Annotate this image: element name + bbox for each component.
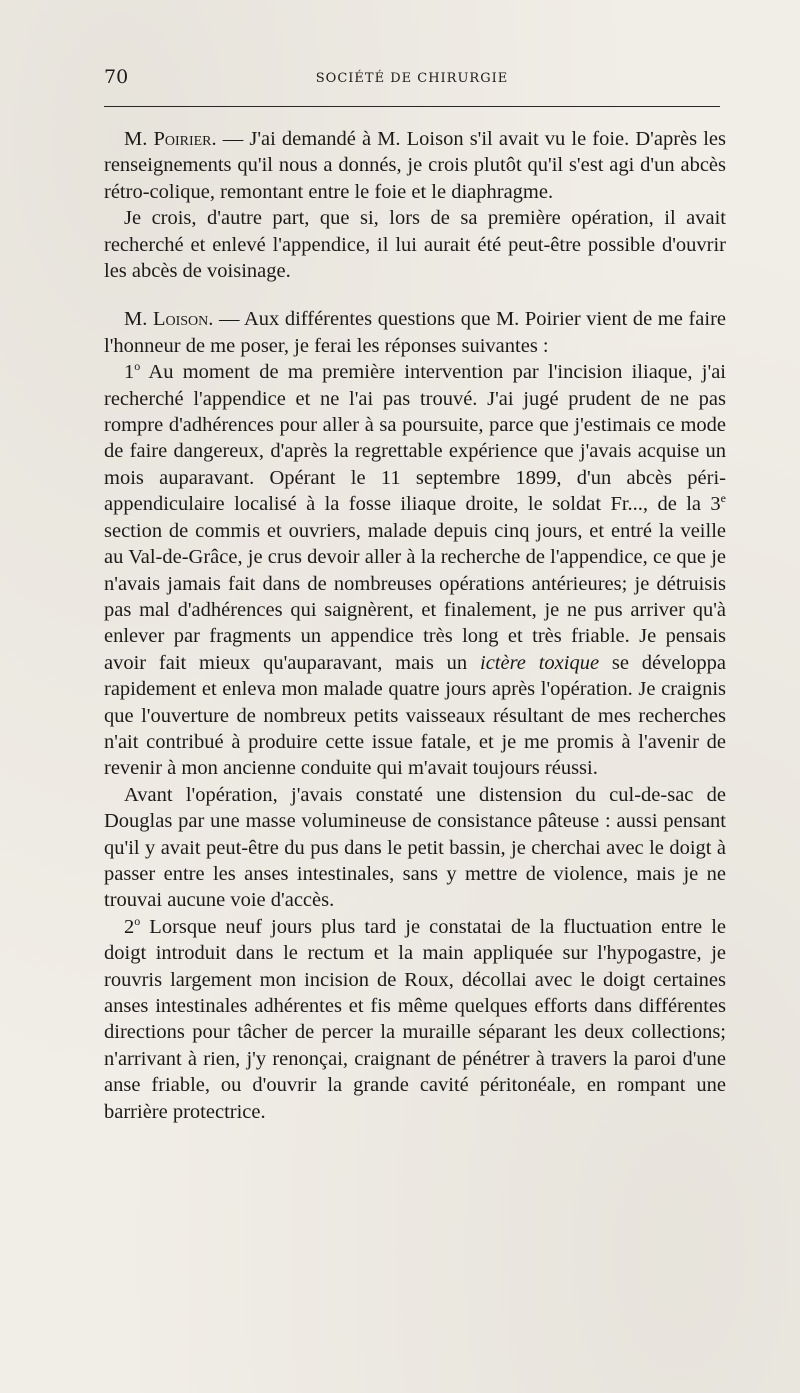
paragraph-poirier xyxy=(104,126,726,205)
paragraph-douglas xyxy=(104,782,726,914)
paragraph-text: Avant l'opération, j'avais constaté une distension du cul-de-sac de Douglas par une masse volumineuse de consistance pâteuse : aussi pensant qu'il y avait peut-être du pus dans le petit bassin, je cherchai avec le doigt à passer entre les anses intestinales, sans y mettre de violence, mais je ne trouvai aucune voie d'accès. xyxy=(104,783,726,912)
body-text xyxy=(104,126,726,1125)
paragraph-text-a: Au moment de ma première intervention par l'incision iliaque, j'ai recherché l'appendice et ne l'ai pas trouvé. J'ai jugé prudent de ne pas rompre d'adhérences pour aller à sa poursuite, parce que j'estimais ce mode de faire dangereux, d'après la regrettable expérience que j'avais acquise un mois auparavant. Opérant le 11 septembre 1899, d'un abcès péri-appendiculaire localisé à la fosse iliaque droite, le soldat Fr..., de la 3 xyxy=(104,361,726,516)
ordinal-superscript: o xyxy=(134,359,141,374)
paragraph-text: Je crois, d'autre part, que si, lors de sa première opération, il avait recherché et enlevé l'appendice, il lui aurait été peut-être possible d'ouvrir les abcès de voisinage. xyxy=(104,207,726,283)
paragraph-text: . — Aux différentes questions que M. Poirier vient de me faire l'honneur de me poser, je ferai les réponses suivantes : xyxy=(104,308,726,357)
paragraph-text: . — J'ai demandé à M. Loison s'il avait vu le foie. D'après les renseignements qu'il nous a donnés, je crois plutôt qu'il s'est agi d'un abcès rétro-colique, remontant entre le foie et le diaphragme. xyxy=(104,128,726,203)
page-number: 70 xyxy=(104,66,129,88)
paragraph-text-c: se développa rapidement et enleva mon malade quatre jours après l'opération. Je craignis que l'ouverture de nombreux petits vaisseaux résultant de mes recherches n'ait contribué à produire cette issue fatale, et je me promis à l'avenir de revenir à mon ancienne conduite qui m'avait toujours réussi. xyxy=(104,651,726,780)
speaker-name: Loison xyxy=(152,308,209,331)
header-rule xyxy=(104,106,720,107)
speaker-prefix: M. xyxy=(124,308,153,331)
speaker-prefix: M. xyxy=(124,128,154,150)
paragraph-point-2 xyxy=(104,914,726,1125)
running-head: SOCIÉTÉ DE CHIRURGIE xyxy=(315,71,509,86)
italic-term: ictère toxique xyxy=(480,651,600,674)
paragraph-poirier-2 xyxy=(104,205,726,284)
speaker-name: Poirier xyxy=(153,128,212,150)
paragraph-loison xyxy=(104,306,726,359)
paragraph-text: Lorsque neuf jours plus tard je constatai de la fluctuation entre le doigt introduit dans le rectum et la main appliquée sur l'hypogastre, je rouvris largement mon incision de Roux, décollai avec le doigt certaines anses intestinales adhérentes et fis même quelques efforts dans différentes directions pour tâcher de percer la muraille séparant les deux collections; n'arrivant à rien, j'y renonçai, craignant de pénétrer à travers la paroi d'une anse friable, ou d'ouvrir la grande cavité péritonéale, en rompant une barrière protectrice. xyxy=(104,915,726,1123)
paragraph-text-b: section de commis et ouvriers, malade depuis cinq jours, et entré la veille au Val-de-Grâce, je crus devoir aller à la recherche de l'appendice, ce que je n'avais jamais fait dans de nombreuses opérations antérieures; je détruisis pas mal d'adhérences qui saignèrent, et finalement, je ne pus arriver qu'à enlever par fragments un appendice très long et très friable. Je pensais avoir fait mieux qu'auparavant, mais un xyxy=(104,519,726,674)
ordinal-superscript: e xyxy=(720,491,726,506)
item-number: 1 xyxy=(124,361,135,384)
ordinal-superscript: o xyxy=(134,913,141,928)
item-number: 2 xyxy=(124,915,135,938)
page-header xyxy=(104,66,720,96)
paragraph-point-1 xyxy=(104,359,726,782)
